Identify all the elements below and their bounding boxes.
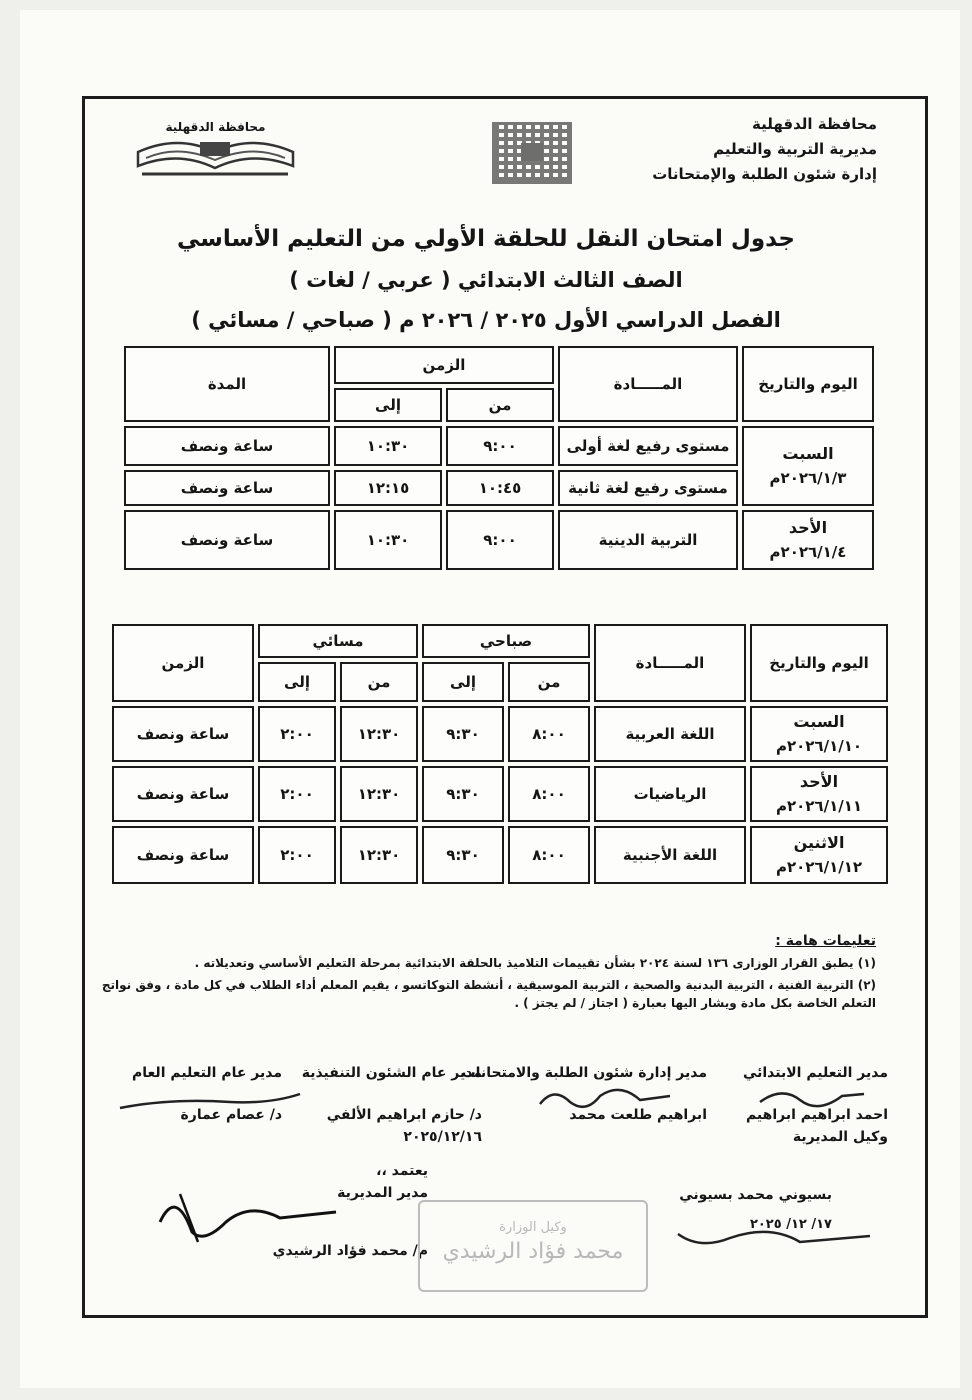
day-cell: [750, 826, 888, 884]
evening-to-cell: ٢:٠٠: [258, 826, 336, 884]
handwritten-signature-icon: [140, 1182, 350, 1252]
instruction-2: (٢) التربية الفنية ، التربية البدنية والصحية ، التربية الموسيقية ، أنشطة التوكاتسو ، يقيم المعلم أداء الطلاب في كل مادة ، وفق نواتج التعلم الخاصة بكل مادة ويشار اليها بعبارة ( اجتاز / لم يجتز ) .: [101, 978, 876, 1010]
header-evening-to: إلى: [258, 662, 336, 702]
morning-from-cell: ٨:٠٠: [508, 826, 590, 884]
evening-from-cell: ١٢:٣٠: [340, 766, 418, 822]
day-name: السبت: [793, 712, 845, 731]
day-date: ٢٠٢٦/١/١٠م: [775, 737, 863, 755]
subject-cell: مستوى رفيع لغة ثانية: [558, 470, 738, 506]
signer-date: ٢٠٢٥/١٢/١٦: [403, 1129, 482, 1145]
instructions-heading: تعليمات هامة :: [775, 933, 876, 949]
day-date: ٢٠٢٦/١/١١م: [775, 797, 863, 815]
table-row: [124, 510, 874, 570]
signature-executive-affairs: [302, 1062, 482, 1148]
day-name: السبت: [782, 444, 834, 463]
header-subject: المـــــادة: [558, 346, 738, 422]
book-logo-icon: [128, 120, 303, 180]
duration-cell: ساعة ونصف: [112, 766, 254, 822]
director-title: مدير المديرية: [337, 1185, 428, 1201]
subject-cell: اللغة العربية: [594, 706, 746, 762]
header-evening: مسائي: [258, 624, 418, 658]
deputy-date: ١٧/ ١٢/ ٢٠٢٥: [749, 1217, 832, 1232]
header-day-date: اليوم والتاريخ: [750, 624, 888, 702]
header-from: من: [446, 388, 554, 422]
evening-from-cell: ١٢:٣٠: [340, 706, 418, 762]
stamp-name: محمد فؤاد الرشيدي: [442, 1239, 624, 1264]
duration-cell: ساعة ونصف: [112, 706, 254, 762]
deputy-name: بسيوني محمد بسيوني: [679, 1187, 832, 1203]
day-name: الأحد: [799, 772, 839, 791]
org-header: [652, 112, 877, 187]
day-cell: [750, 706, 888, 762]
duration-cell: ساعة ونصف: [124, 510, 330, 570]
term-title: الفصل الدراسي الأول ٢٠٢٥ / ٢٠٢٦ م ( صباحي / مسائي ): [191, 308, 781, 332]
subject-cell: مستوى رفيع لغة أولى: [558, 426, 738, 466]
handwritten-signature-icon: [530, 1080, 680, 1120]
instruction-1: (١) يطبق القرار الوزارى ١٣٦ لسنة ٢٠٢٤ بشأن تقييمات التلاميذ بالحلقة الابتدائية بمرحلة التعليم الأساسي وتعديلاته .: [194, 956, 876, 970]
qr-code-icon: [492, 122, 572, 184]
header-morning: صباحي: [422, 624, 590, 658]
morning-to-cell: ٩:٣٠: [422, 826, 504, 884]
subject-cell: التربية الدينية: [558, 510, 738, 570]
logo-text: محافظة الدقهلية: [165, 120, 266, 134]
day-date: ٢٠٢٦/١/١٢م: [775, 858, 863, 876]
official-stamp: [418, 1200, 648, 1292]
table-row: [124, 426, 874, 466]
grade-title: الصف الثالث الابتدائي ( عربي / لغات ): [289, 268, 683, 292]
day-cell: [742, 510, 874, 570]
signer-title: مدير عام التعليم العام: [132, 1065, 282, 1081]
subject-cell: اللغة الأجنبية: [594, 826, 746, 884]
duration-cell: ساعة ونصف: [124, 470, 330, 506]
from-cell: ١٠:٤٥: [446, 470, 554, 506]
directorate-name: مديرية التربية والتعليم: [713, 140, 877, 158]
morning-to-cell: ٩:٣٠: [422, 706, 504, 762]
handwritten-signature-icon: [670, 1214, 880, 1258]
signer-title: مدير عام الشئون التنفيذية: [301, 1065, 482, 1081]
governorate-name: محافظة الدقهلية: [752, 115, 877, 133]
instructions: [96, 932, 876, 1016]
header-day-date: اليوم والتاريخ: [742, 346, 874, 422]
subject-cell: الرياضيات: [594, 766, 746, 822]
header-to: إلى: [334, 388, 442, 422]
stamp-title: وكيل الوزارة: [499, 1220, 567, 1235]
from-cell: ٩:٠٠: [446, 426, 554, 466]
day-date: ٢٠٢٦/١/٣م: [769, 469, 847, 487]
day-cell: [750, 766, 888, 822]
signer-title: مدير التعليم الابتدائي: [742, 1065, 888, 1081]
schedule-table-1: [120, 342, 878, 574]
table-row: [112, 766, 888, 822]
department-name: إدارة شئون الطلبة والإمتحانات: [652, 165, 877, 183]
header-subject: المـــــادة: [594, 624, 746, 702]
approve-word: يعتمد ،،: [376, 1163, 428, 1179]
header-morning-to: إلى: [422, 662, 504, 702]
signer-title: مدير إدارة شئون الطلبة والامتحانات: [461, 1065, 707, 1081]
handwritten-signature-icon: [110, 1086, 310, 1122]
day-name: الأحد: [788, 518, 828, 537]
day-cell: [742, 426, 874, 506]
table-row: [112, 826, 888, 884]
to-cell: ١٠:٣٠: [334, 510, 442, 570]
header-time: الزمن: [334, 346, 554, 384]
signer-name: احمد ابراهيم ابراهيم: [745, 1107, 888, 1123]
from-cell: ٩:٠٠: [446, 510, 554, 570]
day-date: ٢٠٢٦/١/٤م: [769, 543, 847, 561]
signer-name: د/ حازم ابراهيم الألفي: [326, 1107, 482, 1123]
header-duration: المدة: [124, 346, 330, 422]
deputy-title: وكيل المديرية: [792, 1129, 888, 1145]
morning-from-cell: ٨:٠٠: [508, 766, 590, 822]
schedule-table-2: [108, 620, 892, 888]
duration-cell: ساعة ونصف: [112, 826, 254, 884]
morning-to-cell: ٩:٣٠: [422, 766, 504, 822]
morning-from-cell: ٨:٠٠: [508, 706, 590, 762]
header-time: الزمن: [112, 624, 254, 702]
page-title: جدول امتحان النقل للحلقة الأولي من التعليم الأساسي: [176, 226, 795, 252]
evening-to-cell: ٢:٠٠: [258, 766, 336, 822]
day-name: الاثنين: [793, 833, 845, 852]
handwritten-signature-icon: [752, 1082, 872, 1116]
to-cell: ١٠:٣٠: [334, 426, 442, 466]
signer-name: ابراهيم طلعت محمد: [569, 1107, 707, 1123]
director-name: م/ محمد فؤاد الرشيدي: [272, 1243, 428, 1259]
governorate-logo: [128, 120, 303, 180]
evening-from-cell: ١٢:٣٠: [340, 826, 418, 884]
to-cell: ١٢:١٥: [334, 470, 442, 506]
evening-to-cell: ٢:٠٠: [258, 706, 336, 762]
signer-name: د/ عصام عمارة: [180, 1107, 282, 1123]
header-morning-from: من: [508, 662, 590, 702]
header-evening-from: من: [340, 662, 418, 702]
duration-cell: ساعة ونصف: [124, 426, 330, 466]
table-row: [112, 706, 888, 762]
